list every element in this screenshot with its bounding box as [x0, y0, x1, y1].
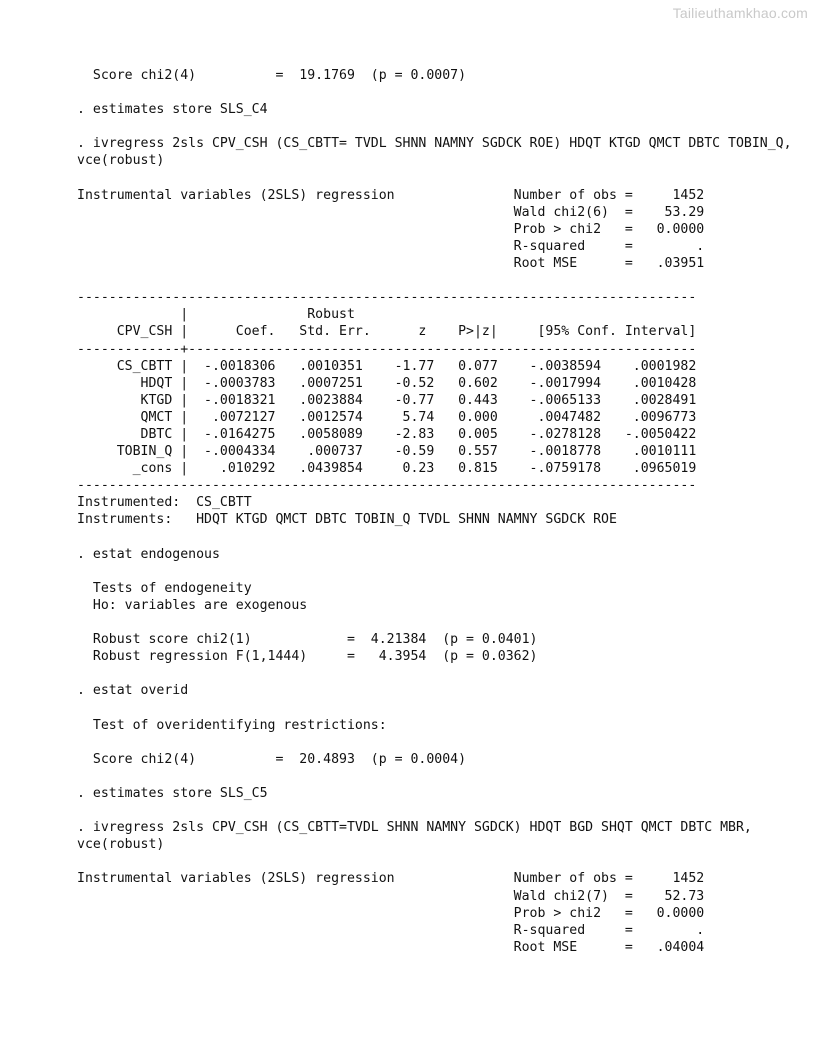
stata-output: [77, 67, 807, 956]
output-line: vce(robust): [77, 837, 165, 853]
output-line: . estat endogenous: [77, 546, 220, 562]
output-line: [77, 614, 807, 631]
output-line: Instrumented: CS_CBTT: [77, 495, 252, 511]
output-line: R-squared = .: [77, 922, 705, 938]
output-line: Robust regression F(1,1444) = 4.3954 (p = 0.0362): [77, 649, 538, 665]
output-line: Score chi2(4) = 19.1769 (p = 0.0007): [77, 68, 467, 83]
output-line: Robust score chi2(1) = 4.21384 (p = 0.0401): [77, 632, 538, 648]
output-line: [77, 563, 807, 580]
output-line: [77, 84, 807, 101]
output-line: . estimates store SLS_C5: [77, 785, 268, 801]
output-line: . estat overid: [77, 683, 189, 699]
watermark: Tailieuthamkhao.com: [672, 5, 808, 21]
output-line: Root MSE = .03951: [77, 256, 705, 272]
output-line: ------------------------------------------------------------------------------: [77, 290, 697, 306]
output-line: Ho: variables are exogenous: [77, 597, 308, 613]
output-line: Score chi2(4) = 20.4893 (p = 0.0004): [77, 751, 467, 767]
output-line: DBTC | -.0164275 .0058089 -2.83 0.005 -.0278128 -.0050422: [77, 426, 697, 442]
output-line: HDQT | -.0003783 .0007251 -0.52 0.602 -.0017994 .0010428: [77, 375, 697, 391]
output-line: ------------------------------------------------------------------------------: [77, 478, 697, 494]
output-line: Prob > chi2 = 0.0000: [77, 221, 705, 237]
output-line: CPV_CSH | Coef. Std. Err. z P>|z| [95% Conf. Interval]: [77, 324, 697, 340]
output-line: Instrumental variables (2SLS) regression Number of obs = 1452: [77, 187, 705, 203]
output-line: Instrumental variables (2SLS) regression Number of obs = 1452: [77, 871, 705, 887]
output-line: Prob > chi2 = 0.0000: [77, 905, 705, 921]
output-line: [77, 118, 807, 135]
output-line: . estimates store SLS_C4: [77, 102, 268, 118]
output-line: _cons | .010292 .0439854 0.23 0.815 -.0759178 .0965019: [77, 461, 697, 477]
output-line: CS_CBTT | -.0018306 .0010351 -1.77 0.077 -.0038594 .0001982: [77, 358, 697, 374]
output-line: QMCT | .0072127 .0012574 5.74 0.000 .0047482 .0096773: [77, 409, 697, 425]
output-line: R-squared = .: [77, 238, 705, 254]
output-line: [77, 170, 807, 187]
output-line: [77, 734, 807, 751]
output-line: [77, 853, 807, 870]
output-line: Root MSE = .04004: [77, 939, 705, 955]
output-line: Tests of endogeneity: [77, 580, 252, 596]
output-line: -------------+----------------------------------------------------------------: [77, 341, 697, 357]
output-line: Instruments: HDQT KTGD QMCT DBTC TOBIN_Q TVDL SHNN NAMNY SGDCK ROE: [77, 512, 617, 528]
output-line: [77, 529, 807, 546]
output-line: [77, 768, 807, 785]
output-line: Wald chi2(6) = 53.29: [77, 204, 705, 220]
output-line: [77, 272, 807, 289]
output-line: Test of overidentifying restrictions:: [77, 717, 387, 733]
output-line: vce(robust): [77, 153, 165, 169]
output-line: [77, 802, 807, 819]
output-line: TOBIN_Q | -.0004334 .000737 -0.59 0.557 -.0018778 .0010111: [77, 444, 697, 460]
output-line: . ivregress 2sls CPV_CSH (CS_CBTT=TVDL SHNN NAMNY SGDCK) HDQT BGD SHQT QMCT DBTC MBR,: [77, 820, 752, 836]
output-line: | Robust: [77, 307, 355, 323]
output-line: . ivregress 2sls CPV_CSH (CS_CBTT= TVDL SHNN NAMNY SGDCK ROE) HDQT KTGD QMCT DBTC TOBIN_Q,: [77, 136, 792, 152]
output-line: Wald chi2(7) = 52.73: [77, 888, 705, 904]
output-line: [77, 665, 807, 682]
output-line: [77, 699, 807, 716]
output-line: KTGD | -.0018321 .0023884 -0.77 0.443 -.0065133 .0028491: [77, 392, 697, 408]
